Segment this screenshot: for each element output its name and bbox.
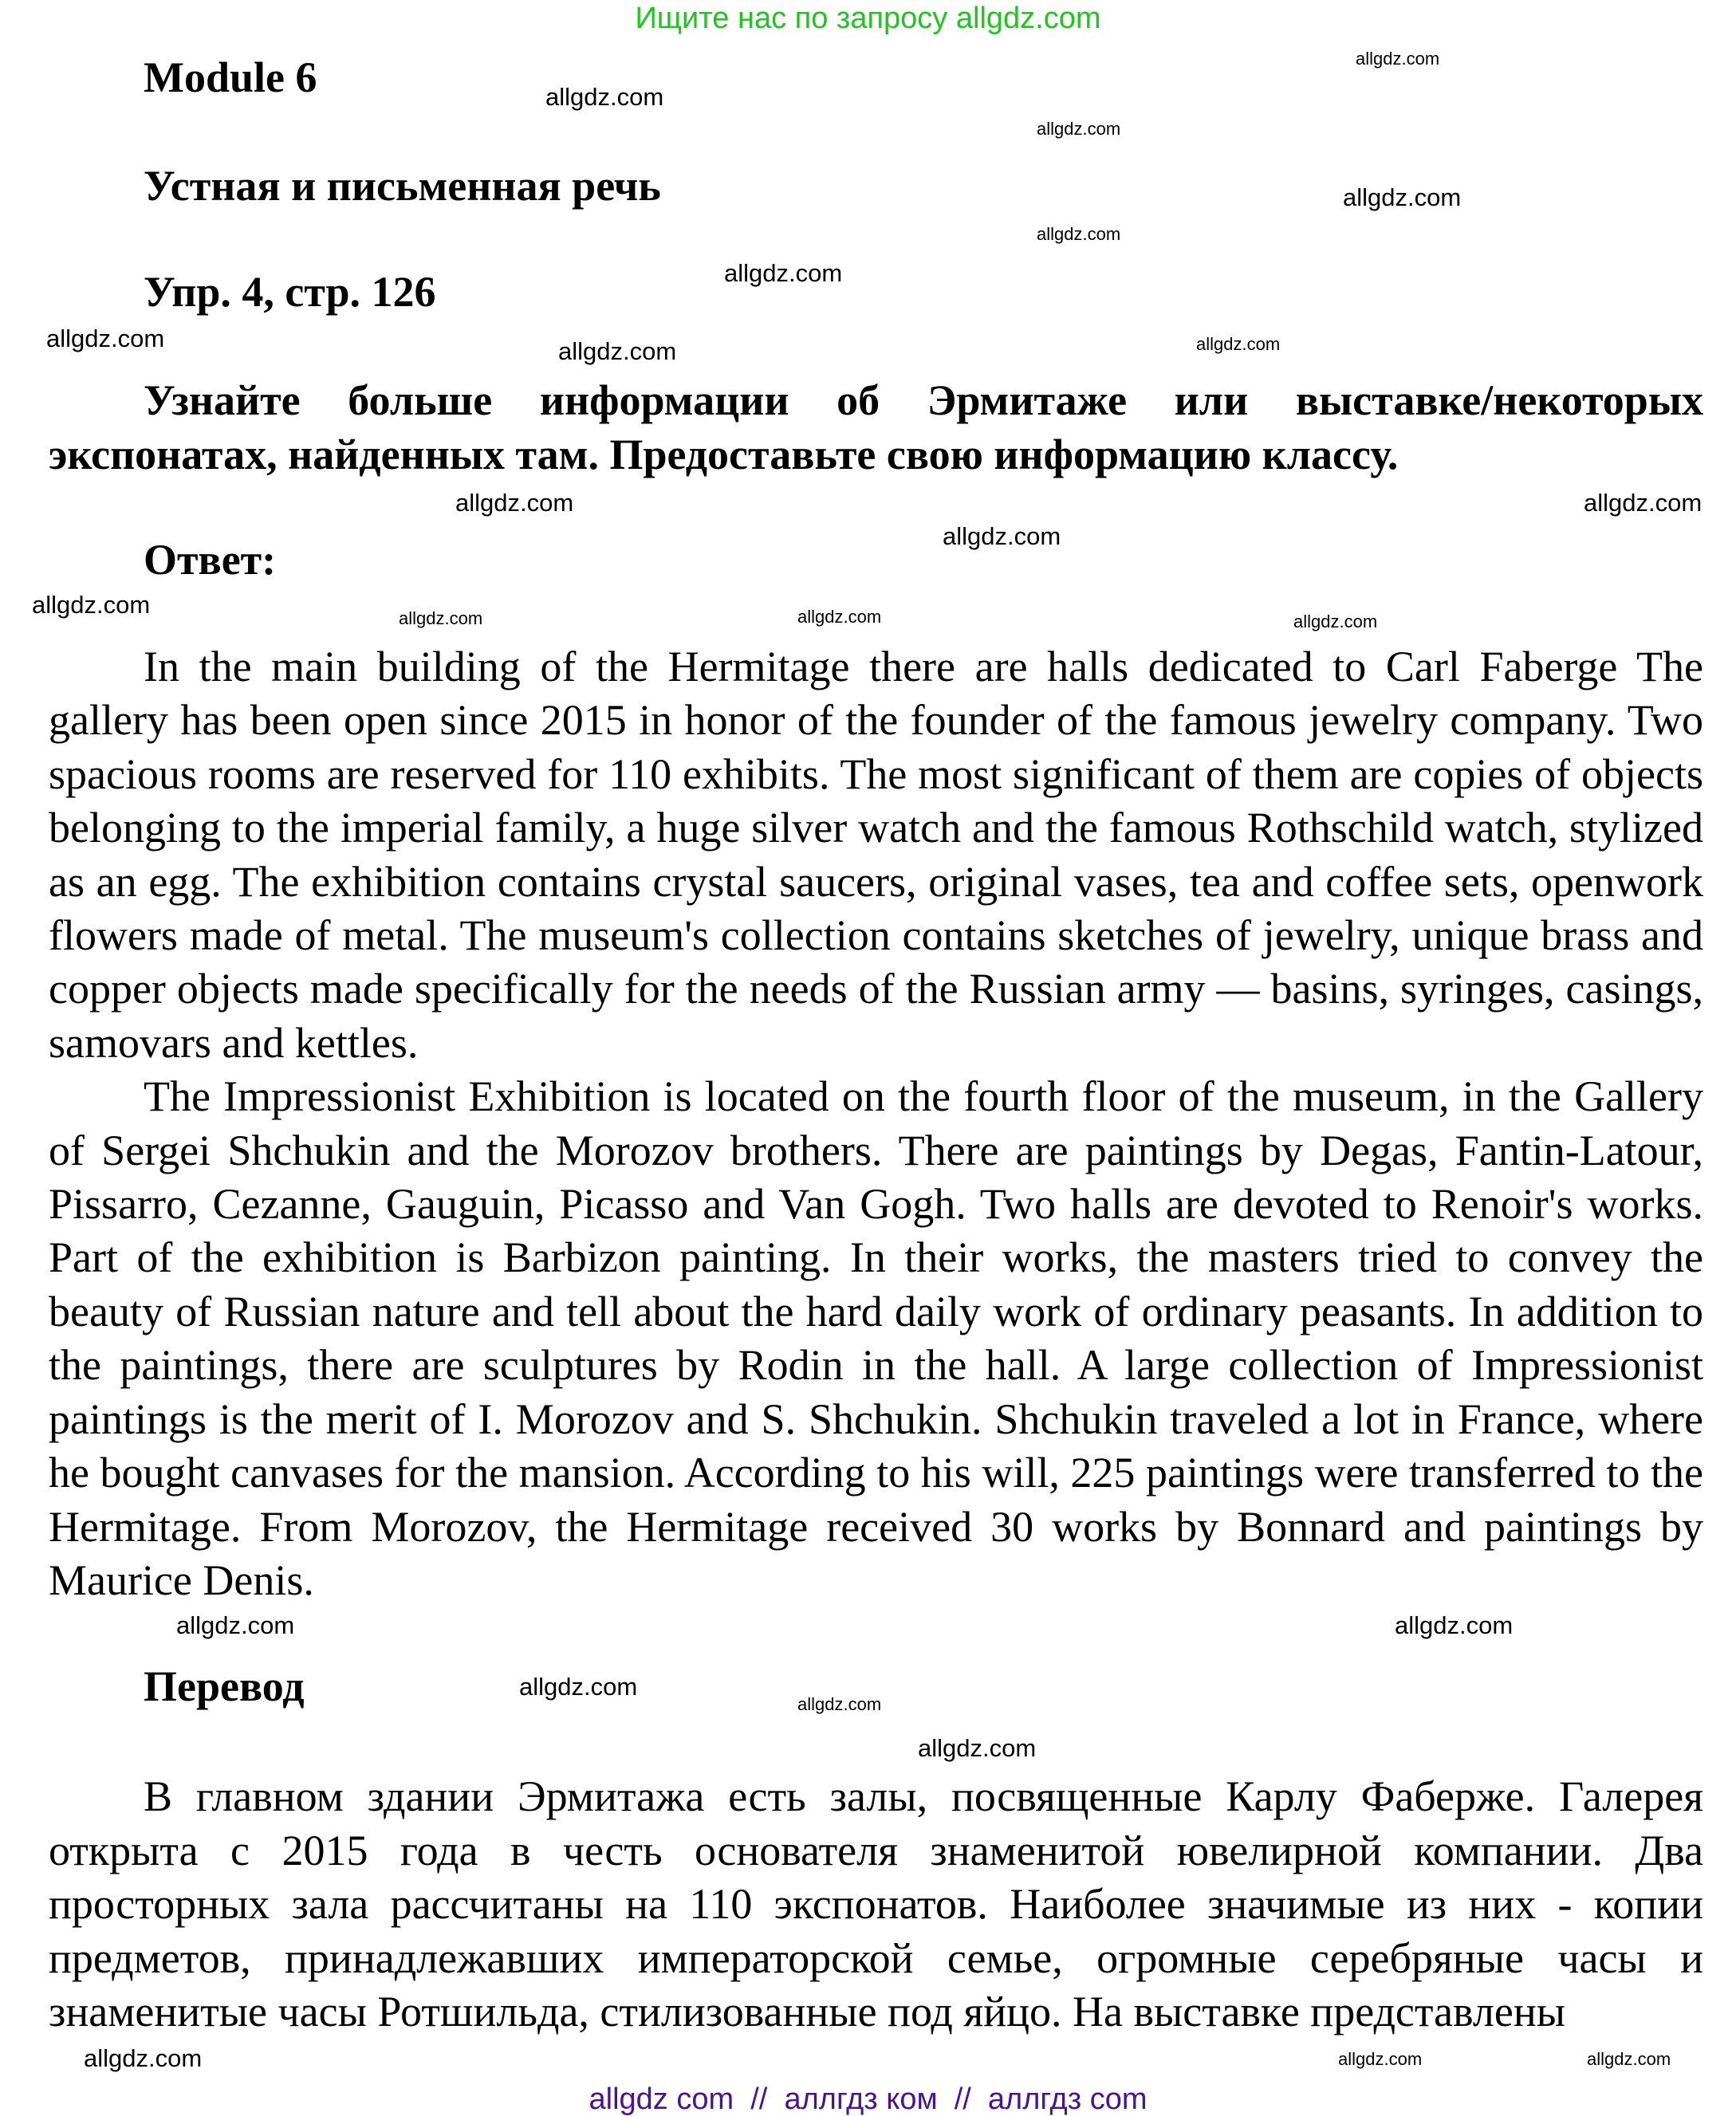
section-heading: Устная и письменная речь (144, 162, 661, 210)
watermark: allgdz.com (399, 608, 483, 628)
watermark: allgdz.com (918, 1734, 1037, 1763)
watermark: allgdz.com (1338, 2049, 1423, 2070)
watermark: allgdz.com (797, 607, 882, 627)
watermark: allgdz.com (1356, 49, 1440, 69)
search-banner[interactable]: Ищите нас по запросу allgdz.com (635, 2, 1101, 35)
answer-heading: Ответ: (144, 536, 277, 584)
answer-paragraph: The Impressionist Exhibition is located on the fourth floor of the museum, in the Gallery of Sergei Shchukin and the Morozov brothers. There are paintings by Degas, Fantin-Latour, Pissarro, Cezanne, Gauguin, Picasso and Van Gogh. Two halls are devoted to Renoir's works. Part of the exhibition is Barbizon painting. In their works, the masters tried to convey the beauty of Russian nature and tell about the hard daily work of ordinary peasants. In addition to the paintings, there are sculptures by Rodin in the hall. A large collection of Impressionist paintings is the merit of I. Morozov and S. Shchukin. Shchukin traveled a lot in France, where he bought canvases for the mansion. According to his will, 225 paintings were transferred to the Hermitage. From Morozov, the Hermitage received 30 works by Bonnard and paintings by Maurice Denis. (49, 1072, 1703, 1604)
watermark: allgdz.com (1343, 183, 1462, 211)
watermark: allgdz.com (519, 1673, 638, 1701)
watermark: allgdz.com (1584, 489, 1703, 517)
watermark: allgdz.com (1037, 224, 1121, 244)
module-heading: Module 6 (144, 53, 317, 101)
watermark: allgdz.com (176, 1611, 295, 1640)
watermark: allgdz.com (1395, 1611, 1514, 1640)
watermark: allgdz.com (558, 337, 677, 365)
footer-links[interactable]: allgdz com // аллгдз ком // аллгдз com (589, 2083, 1147, 2116)
watermark: allgdz.com (545, 83, 664, 111)
watermark: allgdz.com (797, 1694, 882, 1715)
watermark: allgdz.com (455, 489, 574, 517)
watermark: allgdz.com (1293, 612, 1378, 631)
bottom-watermark-zone (0, 2039, 1736, 2083)
task-text: Узнайте больше информации об Эрмитаже или выставке/некоторых экспонатах, найденных там. Предоставьте свою информацию классу. (49, 376, 1703, 478)
watermark: allgdz.com (1196, 334, 1281, 354)
watermark: allgdz.com (943, 522, 1061, 550)
content-flow (0, 640, 1736, 2116)
exercise-heading: Упр. 4, стр. 126 (144, 268, 436, 316)
watermark: allgdz.com (724, 259, 843, 287)
watermark: allgdz.com (1587, 2049, 1671, 2070)
watermark: allgdz.com (84, 2044, 203, 2073)
answer-paragraph: In the main building of the Hermitage there are halls dedicated to Carl Faberge The gallery has been open since 2015 in honor of the founder of the famous jewelry company. Two spacious rooms are reserved for 110 exhibits. The most significant of them are copies of objects belonging to the imperial family, a huge silver watch and the famous Rothschild watch, stylized as an egg. The exhibition contains crystal saucers, original vases, tea and coffee sets, openwork flowers made of metal. The museum's collection contains sketches of jewelry, unique brass and copper objects made specifically for the needs of the Russian army — basins, syringes, casings, samovars and kettles. (49, 643, 1703, 1067)
translation-header-zone (0, 1607, 1736, 1770)
translation-paragraph: В главном здании Эрмитажа есть залы, посвященные Карлу Фаберже. Галерея открыта с 2015 года в честь основателя знаменитой ювелирной компании. Два просторных зала рассчитаны на 110 экспонатов. Наиболее значимые из них - копии предметов, принадлежавших императорской семье, огромные серебряные часы и знаменитые часы Ротшильда, стилизованные под яйцо. На выставке представлены (49, 1772, 1703, 2035)
watermark: allgdz.com (1037, 119, 1121, 139)
watermark: allgdz.com (32, 591, 151, 619)
translation-heading: Перевод (144, 1662, 305, 1711)
watermark: allgdz.com (46, 324, 165, 352)
